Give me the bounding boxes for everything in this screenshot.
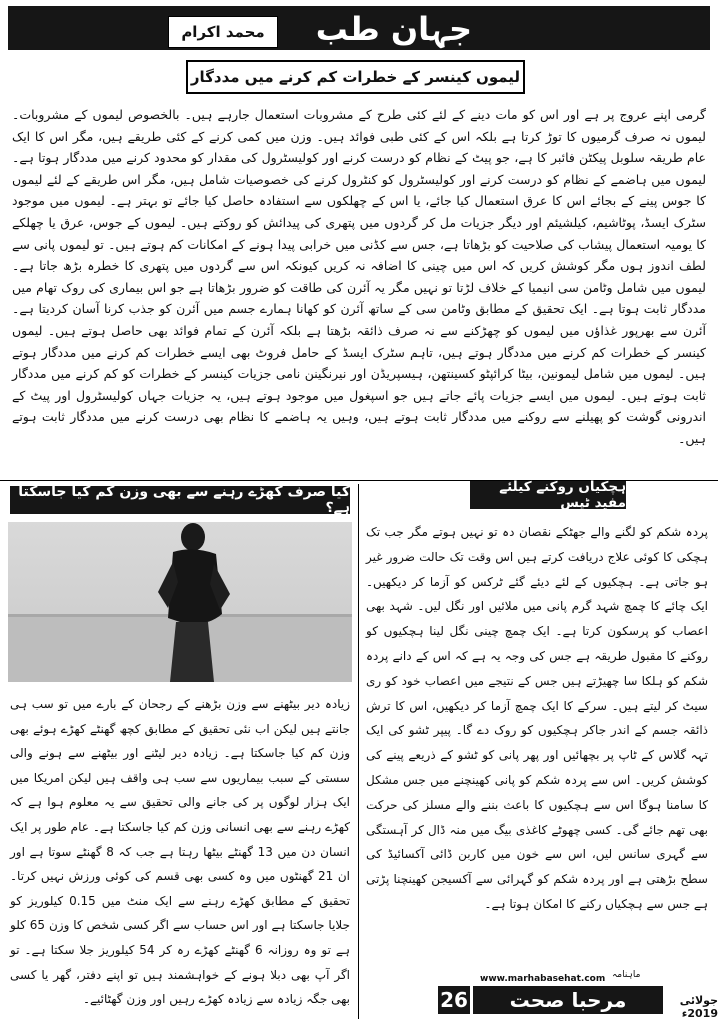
- article-headline: لیموں کینسر کے خطرات کم کرنے میں مددگار: [190, 68, 521, 86]
- issue-date: جولائی 2019ء: [679, 994, 718, 1020]
- headline-box: [186, 60, 525, 94]
- left-article-body: [10, 692, 350, 1017]
- man-standing-photo: [8, 522, 352, 682]
- main-article-body: گرمی اپنے عروج پر ہے اور اس کو مات دینے کے لئے کئی طرح کے مشروبات استعمال جارہے ہیں۔ بالخصوص لیموں کے مشروبات۔ لیموں نہ صرف گرمیوں کا توڑ کرتا ہے بلکہ اس کے کئی طبی فوائد ہیں۔ وزن میں کمی کرنے کے کئی طریقے ہیں، مگر اس کا ایک عام طریقہ سلوبل پیکٹن فائبر کا ہے، جو پیٹ کے نظام کو درست کرنے اور کولیسٹرول کی مقدار کو محدود کرنے میں مددگار ہوتا ہے۔ لیموں میں ہاضمے کے نظام کو درست کرنے اور کولیسٹرول کو کنٹرول کرنے کی خصوصیات شامل ہیں، مگر اس طریقے کے لئے لیموں کا جوس پینے کے بجائے اس کا عرق استعمال کیا جائے، یا اس کے چھلکوں سے استفادہ حاصل کیا جائے تو بہتر ہے۔ لیموں میں موجود سٹرک ایسڈ، پوٹاشیم، کیلشیئم اور دیگر جزیات مل کر گردوں میں پتھری کی پیدائش کو روکتے ہیں۔ لیموں کے جوس، عرق یا چھلکے کا یومیہ استعمال پیشاب کی صلاحیت کو بڑھاتا ہے، جس سے کڈنی میں خرابی پیدا ہونے کے امکانات کم ہوتے ہیں۔ تو لیموں پانی سے لطف اندوز ہوں مگر کوشش کریں کہ اس میں چینی کا اضافہ نہ کریں کیونکہ اس سے گردوں میں پتھری کا خطرہ بڑھ جاتا ہے۔ لیموں میں شامل وٹامن سی انیمیا کے خلاف لڑتا تو نہیں مگر یہ آئرن کی طاقت کو ضرور بڑھاتا ہے جو اس بیماری کی روک تھام میں مددگار ثابت ہوتا ہے۔ ایک تحقیق کے مطابق وٹامن سی کے ساتھ آئرن کو کھانا ہمارے جسم میں آئرن کو جذب کرنا آسان کردیتا ہے۔ آئرن سے بھرپور غذاؤں میں لیموں کو چھڑکنے سے نہ صرف ذائقہ بڑھتا ہے بلکہ آئرن کے تمام فوائد بھی حاصل ہوتے ہیں۔ لیموں کینسر کے خطرات کم کرنے میں مددگار ہوتے ہیں، تاہم سٹرک ایسڈ کے حامل فروٹ بھی ایسے خطرات کم کرنے میں مددگار ہوتے ہیں۔ لیموں میں شامل لیمونین، بیٹا کرائپٹو کسینتھن، ہیسپریڈن اور نیرنگینن نامی جزیات کینسر کے خطرات کو کم کرنے میں مددگار ثابت ہوتے ہیں۔ لیموں میں ایسے جزیات پائے جاتے ہیں جو اسپغول میں موجود ہوتے ہیں، یہ جزیات جہاں کولیسٹرول اور پیٹ کے اندرونی گوشت کو پھیلنے سے روکنے میں مددگار ثابت ہوتے ہیں، وہیں یہ ہاضمے کا نظام بھی درست کرنے میں مددگار ثابت ہوتے ہیں۔: [12, 107, 706, 446]
- author-name: محمد اکرام: [181, 23, 265, 41]
- page-number-box: [438, 986, 470, 1014]
- right-article-body: [366, 520, 708, 940]
- column-divider: [358, 484, 359, 1019]
- left-article-heading: کیا صرف کھڑے رہنے سے بھی وزن کم کیا جاسکتا ہے؟: [18, 484, 350, 516]
- right-article-heading: ہچکیاں روکنے کیلئے مفید ٹپس: [499, 479, 626, 511]
- right-article-text: پردہ شکم کو لگنے والے جھٹکے نقصان دہ تو نہیں ہوتے مگر جب تک ہچکی کا کوئی علاج دریافت کرتے ہیں اس وقت تک حالت ضرور غیر ہو جاتی ہے۔ ہچکیوں کے لئے دیئے گئے ٹرکس کو آزما کر دیکھیں۔ ایک چائے کا چمچ شہد گرم پانی میں ملائیں اور نگل لیں۔ شہد بھی اعصاب کو پرسکون کرتا ہے۔ ایک چمچ چینی نگل لینا ہچکیوں کو روکنے کا مقبول طریقہ ہے جس کی وجہ یہ ہے کہ اس کے دانے پردہ شکم کو ہلکا سا چھیڑتے ہیں جس کے نتیجے میں اعصاب خود کو ری سیٹ کر لیتے ہیں۔ سرکے کا ایک چمچ آزما کر دیکھیں، اس کا ترش ذائقہ جسم کے اندر جاکر ہچکیوں کو روک دے گا۔ پیپر ٹشو کی ایک تہہ گلاس کے ٹاپ پر بچھائیں اور پھر پانی کو ٹشو کے ذریعے پینے کی کوشش کریں۔ اس سے پردہ شکم کو پانی کھینچنے میں جس مشکل کا سامنا ہوگا اس سے ہچکیوں کا باعث بننے والے مسلز کی حرکت بھی تھم جائے گی۔ کسی چھوٹے کاغذی بیگ میں منہ ڈال کر آہستگی سے گہری سانس لیں، اس سے خون میں کاربن ڈائی آکسائیڈ کی سطح بڑھتی ہے اور پردہ شکم کو گہرائی سے آکسیجن کھینچنا پڑتی ہے جس سے ہچکیاں رکنے کا امکان ہوتا ہے۔: [366, 525, 708, 911]
- author-box: [168, 16, 278, 48]
- masthead-name: مرحبا صحت: [509, 988, 627, 1012]
- section-title: جہان طب: [315, 10, 472, 48]
- page-number: 26: [440, 988, 468, 1012]
- right-article-heading-box: [470, 481, 626, 509]
- main-article: [12, 104, 706, 476]
- masthead-logo: [473, 986, 663, 1014]
- left-article-text: زیادہ دیر بیٹھنے سے وزن بڑھنے کے رجحان کے بارے میں تو سب ہی جانتے ہیں لیکن اب نئی تحقیق کے مطابق کچھ گھنٹے کھڑے ہوئے بھی وزن کم کیا جاسکتا ہے۔ زیادہ دیر لیٹنے اور بیٹھنے سے ہونے والی سستی کے سبب بیماریوں سے سب ہی واقف ہیں لیکن امریکا میں ایک ہزار لوگوں پر کی جانے والی تحقیق سے یہ معلوم ہوا ہے کہ کھڑے رہنے سے بھی انسانی وزن کم کیا جاسکتا ہے۔ عام طور پر ایک انسان دن میں 13 گھنٹے بیٹھا رہتا ہے جب کہ 8 گھنٹے سوتا ہے اور ان 21 گھنٹوں میں وہ کسی بھی قسم کی کوئی ورزش نہیں کرتا۔ تحقیق کے مطابق کھڑے رہنے سے ایک منٹ میں 0.15 کیلوریز کو جلایا جاسکتا ہے اور اس حساب سے اگر کسی شخص کا وزن 65 کلو ہے تو وہ روزانہ 6 گھنٹے کھڑے رہ کر 54 کیلوریز جلا سکتا ہے۔ تو اگر آپ بھی دبلا ہونے کے خواہشمند ہیں تو اپنے دفتر، گھر یا کسی بھی جگہ زیادہ سے زیادہ کھڑے رہیں اور وزن گھٹائیے۔: [10, 697, 351, 1007]
- masthead-tagline: ماہنامہ: [612, 970, 641, 980]
- site-url: www.marhabasehat.com: [480, 974, 606, 984]
- header-bar: [8, 6, 710, 50]
- left-article-heading-box: [10, 486, 350, 514]
